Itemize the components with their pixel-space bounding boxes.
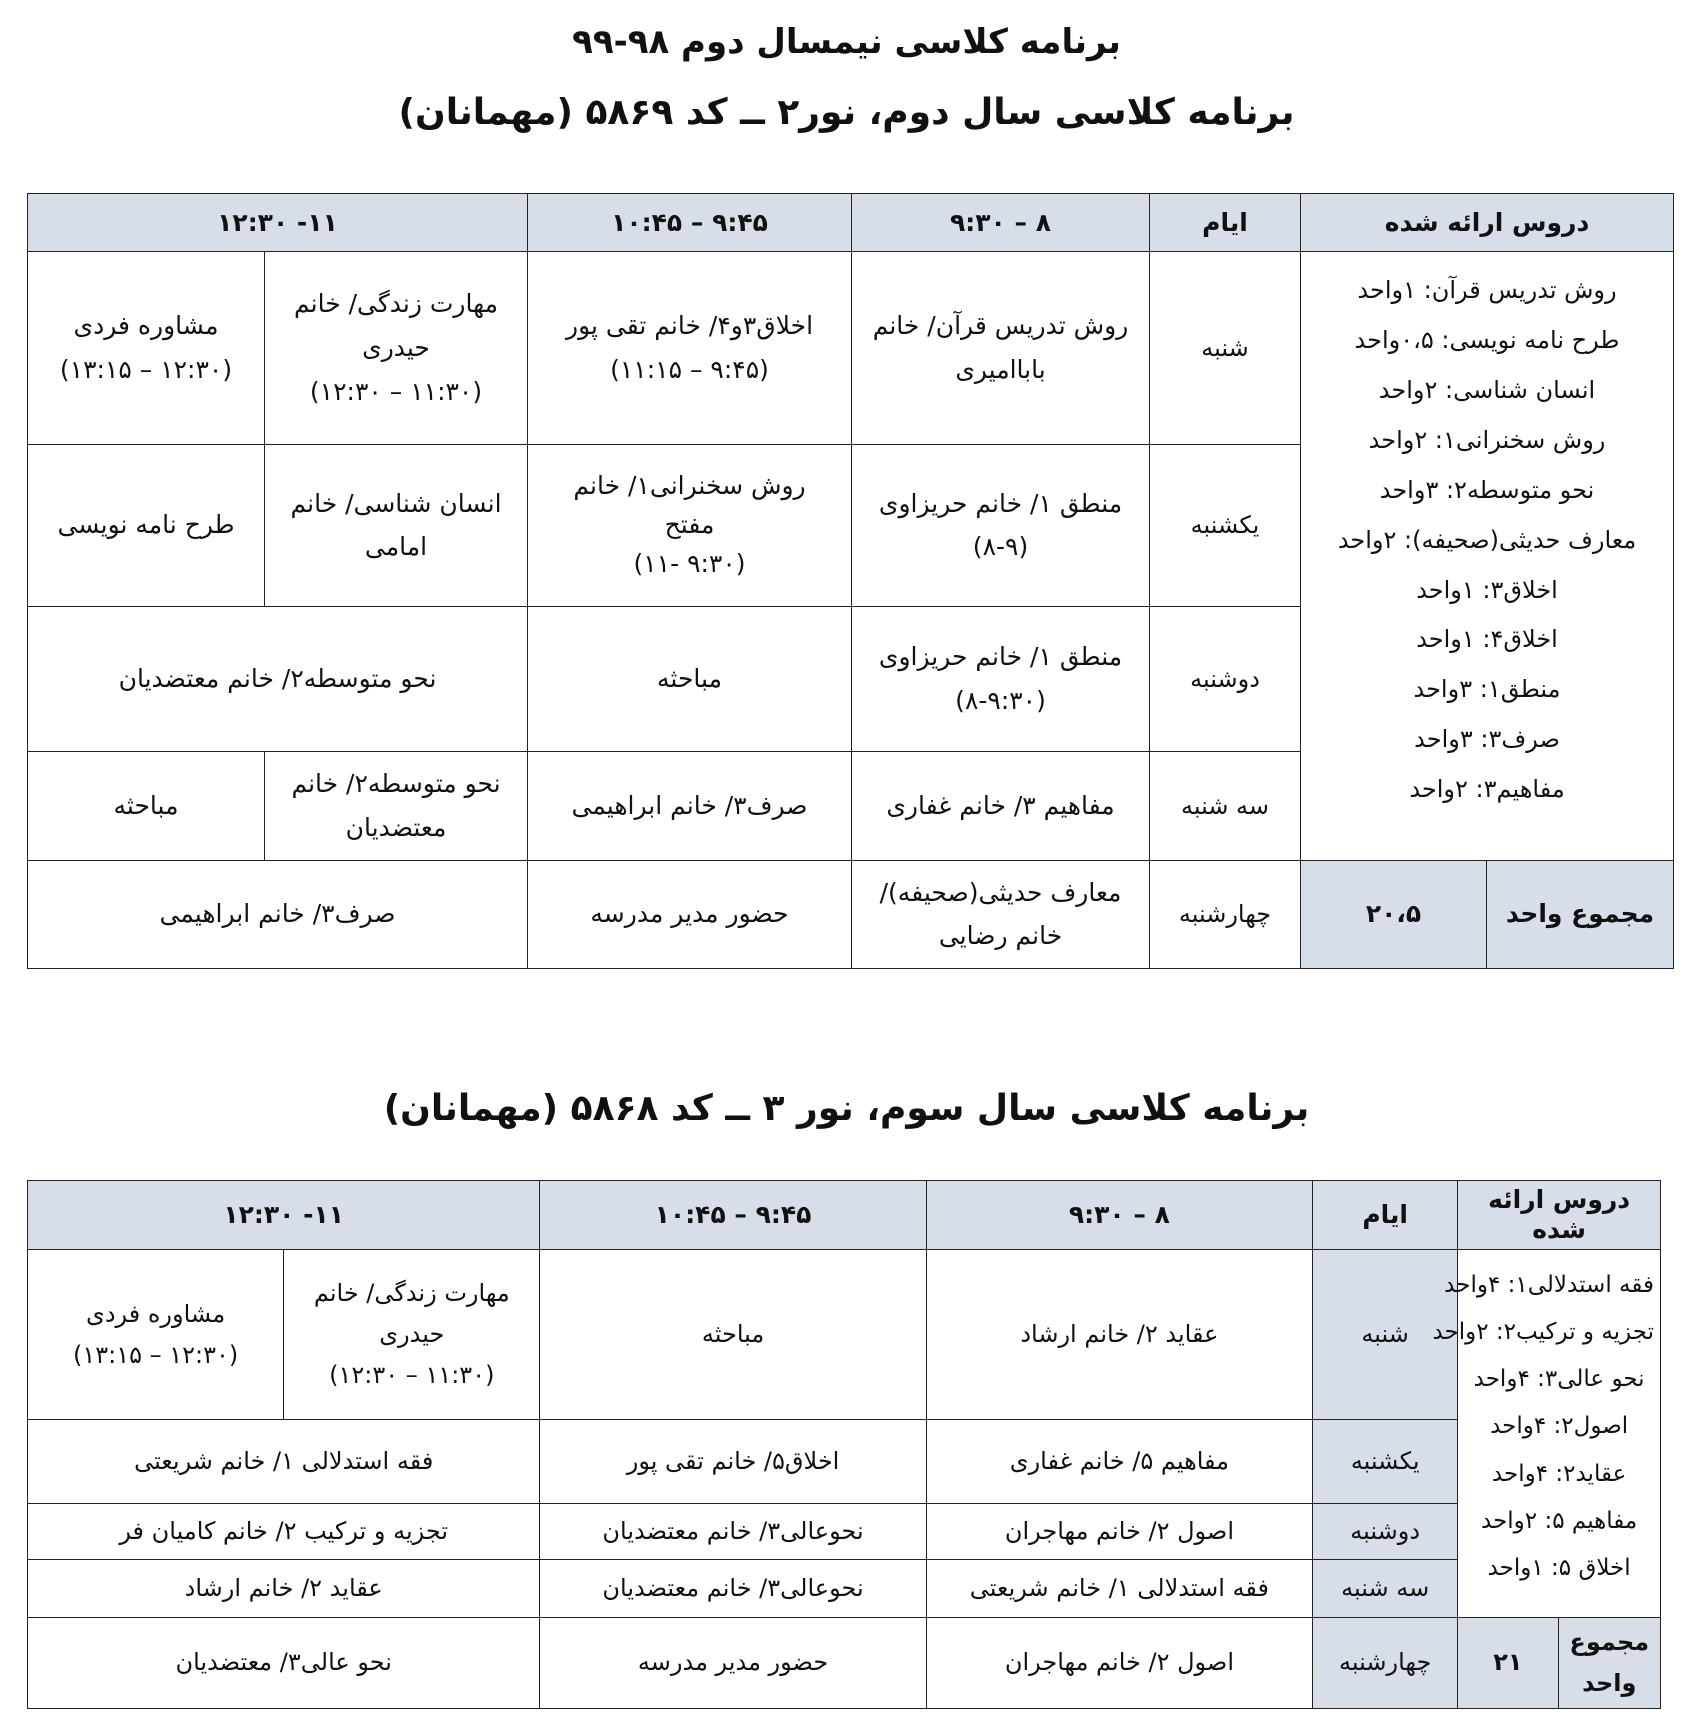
header-slot-2: ۹:۴۵ – ۱۰:۴۵	[540, 1181, 926, 1250]
class-line: (۹:۳۰ -۱۱)	[633, 548, 746, 578]
class-line: خانم رضایی	[938, 921, 1063, 951]
course-item: منطق۱: ۳واحد	[1413, 675, 1561, 704]
class-cell: اصول ۲/ خانم مهاجران	[926, 1618, 1312, 1709]
header-slot-3: ۱۱- ۱۲:۳۰	[28, 1181, 540, 1250]
total-units-label: مجموع واحد	[1487, 860, 1674, 968]
class-cell: مباحثه	[528, 607, 852, 752]
class-cell	[28, 252, 265, 444]
class-cell: مباحثه	[28, 752, 265, 860]
class-cell: صرف۳/ خانم ابراهیمی	[28, 860, 528, 968]
day-wednesday: چهارشنبه	[1313, 1618, 1458, 1709]
class-line: (۱۱:۳۰ – ۱۲:۳۰)	[309, 376, 483, 406]
class-cell: مفاهیم ۵/ خانم غفاری	[926, 1420, 1312, 1504]
class-line: (۱۱:۳۰ – ۱۲:۳۰)	[329, 1360, 495, 1389]
class-cell: نحوعالی۳/ خانم معتضدیان	[540, 1560, 926, 1618]
day-sunday: یکشنبه	[1313, 1420, 1458, 1504]
class-line: مهارت زندگی/ خانم	[313, 1279, 510, 1308]
day-wednesday: چهارشنبه	[1150, 860, 1301, 968]
class-cell	[528, 252, 852, 444]
header-days: ایام	[1313, 1181, 1458, 1250]
course-item: مفاهیم ۵: ۲واحد	[1481, 1507, 1638, 1534]
class-line: (۹:۴۵ – ۱۱:۱۵)	[610, 354, 769, 384]
schedule-main-title: برنامه کلاسی نیمسال دوم ۹۸-۹۹	[572, 22, 1121, 62]
header-courses: دروس ارائه شده	[1301, 194, 1674, 252]
course-item: معارف حدیثی(صحیفه): ۲واحد	[1337, 525, 1637, 554]
class-line: منطق ۱/ خانم حریزاوی	[878, 488, 1123, 518]
class-cell	[852, 860, 1150, 968]
year2-schedule-table	[27, 193, 1674, 969]
class-line: حیدری	[362, 333, 430, 362]
class-cell	[852, 607, 1150, 752]
class-cell: طرح نامه نویسی	[28, 444, 265, 606]
class-line: مهارت زندگی/ خانم	[294, 289, 499, 319]
header-slot-1: ۸ – ۹:۳۰	[852, 194, 1150, 252]
class-line: (۱۲:۳۰ – ۱۳:۱۵)	[59, 354, 233, 384]
class-cell	[265, 252, 528, 444]
header-slot-2: ۹:۴۵ – ۱۰:۴۵	[528, 194, 852, 252]
day-monday: دوشنبه	[1313, 1504, 1458, 1560]
header-courses: دروس ارائه شده	[1458, 1181, 1661, 1250]
total-units-value: ۲۰،۵	[1301, 860, 1487, 968]
class-cell	[528, 444, 852, 606]
class-line: مفتح	[664, 509, 715, 539]
class-cell: عقاید ۲/ خانم ارشاد	[28, 1560, 540, 1618]
class-line: اخلاق۳و۴/ خانم تقی پور	[566, 311, 814, 341]
class-cell	[852, 444, 1150, 606]
class-cell: فقه استدلالی ۱/ خانم شریعتی	[926, 1560, 1312, 1618]
class-cell	[852, 252, 1150, 444]
class-line: منطق ۱/ خانم حریزاوی	[878, 642, 1123, 672]
header-slot-3: ۱۱- ۱۲:۳۰	[28, 194, 528, 252]
course-item: اصول۲: ۴واحد	[1490, 1413, 1629, 1440]
day-tuesday: سه شنبه	[1150, 752, 1301, 860]
day-tuesday: سه شنبه	[1313, 1560, 1458, 1618]
class-line: انسان شناسی/ خانم	[290, 488, 502, 518]
day-monday: دوشنبه	[1150, 607, 1301, 752]
class-cell: نحو متوسطه۲/ خانم معتضدیان	[28, 607, 528, 752]
class-line: امامی	[364, 532, 428, 562]
class-cell: صرف۳/ خانم ابراهیمی	[528, 752, 852, 860]
course-item: اخلاق۴: ۱واحد	[1416, 625, 1558, 654]
class-cell: نحو عالی۳/ معتضدیان	[28, 1618, 540, 1709]
class-cell	[28, 1250, 284, 1420]
class-cell: مباحثه	[540, 1250, 926, 1420]
course-item: نحو متوسطه۲: ۳واحد	[1379, 475, 1595, 504]
course-item: انسان شناسی: ۲واحد	[1378, 375, 1596, 404]
course-item: اخلاق۳: ۱واحد	[1416, 575, 1558, 604]
course-item: اخلاق ۵: ۱واحد	[1487, 1554, 1631, 1581]
class-line: معتضدیان	[345, 813, 447, 843]
course-item: عقاید۲: ۴واحد	[1491, 1460, 1627, 1487]
class-cell: حضور مدیر مدرسه	[540, 1618, 926, 1709]
class-line: روش سخنرانی۱/ خانم	[573, 471, 806, 501]
header-slot-1: ۸ – ۹:۳۰	[926, 1181, 1312, 1250]
class-cell: حضور مدیر مدرسه	[528, 860, 852, 968]
class-line: (۸-۹:۳۰)	[955, 686, 1046, 716]
class-cell: اصول ۲/ خانم مهاجران	[926, 1504, 1312, 1560]
course-item: نحو عالی۳: ۴واحد	[1473, 1366, 1645, 1393]
course-item: فقه استدلالی۱: ۴واحد	[1444, 1272, 1654, 1298]
day-sunday: یکشنبه	[1150, 444, 1301, 606]
class-line: حیدری	[379, 1320, 445, 1349]
class-cell: مفاهیم ۳/ خانم غفاری	[852, 752, 1150, 860]
course-item: صرف۳: ۳واحد	[1414, 725, 1560, 754]
class-line: باباامیری	[955, 354, 1046, 384]
class-cell	[284, 1250, 540, 1420]
course-item: مفاهیم۳: ۲واحد	[1409, 775, 1565, 804]
year3-title: برنامه کلاسی سال سوم، نور ۳ ــ کد ۵۸۶۸ (مهمانان)	[383, 1088, 1310, 1129]
class-cell	[265, 444, 528, 606]
class-line: (۸-۹)	[972, 532, 1029, 562]
class-line: معارف حدیثی(صحیفه)/	[879, 877, 1122, 907]
class-cell: فقه استدلالی ۱/ خانم شریعتی	[28, 1420, 540, 1504]
class-cell	[265, 752, 528, 860]
class-cell: نحوعالی۳/ خانم معتضدیان	[540, 1504, 926, 1560]
course-item: روش سخنرانی۱: ۲واحد	[1368, 425, 1606, 454]
total-units-value: ۲۱	[1458, 1618, 1558, 1709]
class-line: روش تدریس قرآن/ خانم	[872, 311, 1129, 341]
day-saturday: شنبه	[1313, 1250, 1458, 1420]
header-days: ایام	[1150, 194, 1301, 252]
year3-schedule-table	[27, 1180, 1661, 1709]
day-saturday: شنبه	[1150, 252, 1301, 444]
offered-courses-list	[1301, 252, 1674, 861]
class-cell: اخلاق۵/ خانم تقی پور	[540, 1420, 926, 1504]
class-line: مشاوره فردی	[86, 1299, 226, 1328]
offered-courses-list	[1432, 1250, 1661, 1618]
class-line: نحو متوسطه۲/ خانم	[291, 769, 501, 799]
total-units-label: مجموع واحد	[1558, 1618, 1660, 1709]
class-line: (۱۲:۳۰ – ۱۳:۱۵)	[72, 1340, 239, 1369]
course-item: تجزیه و ترکیب۲: ۲واحد	[1432, 1319, 1654, 1346]
class-line: مشاوره فردی	[73, 311, 219, 341]
year2-title: برنامه کلاسی سال دوم، نور۲ ــ کد ۵۸۶۹ (مهمانان)	[398, 92, 1295, 133]
class-cell: عقاید ۲/ خانم ارشاد	[926, 1250, 1312, 1420]
course-item: طرح نامه نویسی: ۰،۵واحد	[1354, 326, 1620, 355]
course-item: روش تدریس قرآن: ۱واحد	[1357, 276, 1617, 305]
class-cell: تجزیه و ترکیب ۲/ خانم کامیان فر	[28, 1504, 540, 1560]
